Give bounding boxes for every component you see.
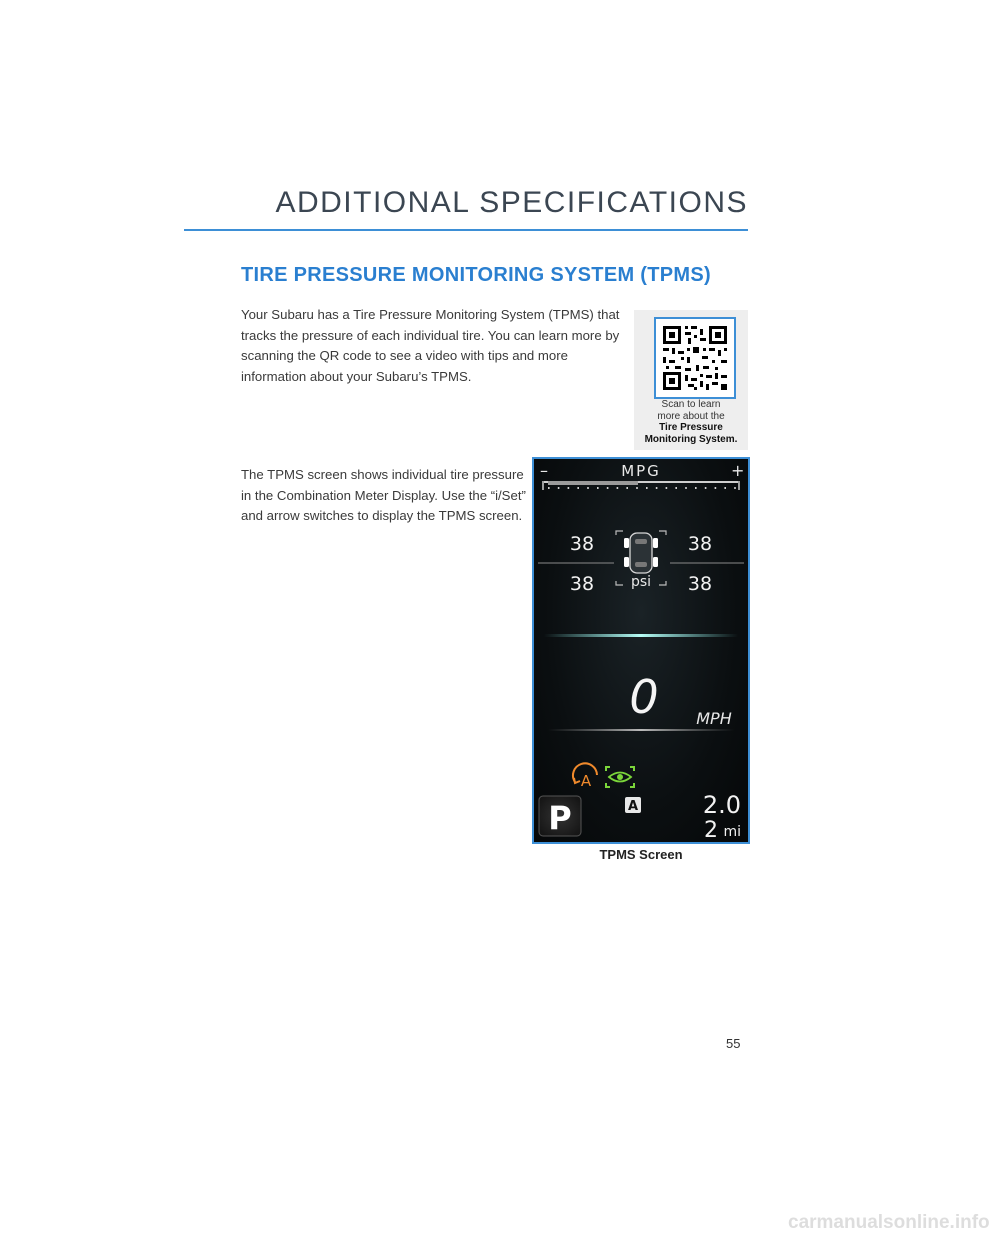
mpg-minus: – bbox=[540, 461, 548, 480]
mpg-tick bbox=[548, 487, 550, 489]
page-number: 55 bbox=[726, 1036, 741, 1051]
tire-front-right: 38 bbox=[687, 533, 713, 555]
mpg-tick bbox=[695, 487, 697, 489]
qr-caption-line1: Scan to learn bbox=[661, 399, 721, 410]
mpg-tick bbox=[705, 487, 707, 489]
qr-code-frame[interactable] bbox=[654, 317, 736, 399]
qr-caption bbox=[634, 399, 748, 445]
watermark: carmanualsonline.info bbox=[788, 1212, 990, 1233]
glow-divider bbox=[544, 634, 738, 637]
mpg-tick bbox=[724, 487, 726, 489]
mpg-plus: + bbox=[731, 461, 745, 480]
mpg-tick bbox=[568, 487, 570, 489]
mpg-tick bbox=[715, 487, 717, 489]
mpg-tick bbox=[617, 487, 619, 489]
figure-caption: TPMS Screen bbox=[599, 847, 683, 862]
section-header: ADDITIONAL SPECIFICATIONS bbox=[275, 186, 748, 219]
speed-divider bbox=[548, 729, 734, 731]
mpg-tick bbox=[587, 487, 589, 489]
qr-code-icon[interactable] bbox=[661, 324, 729, 392]
auto-start-stop-icon bbox=[573, 763, 597, 790]
tire-front-left: 38 bbox=[569, 533, 595, 555]
combination-meter-display bbox=[532, 457, 750, 844]
qr-caption-bold1: Tire Pressure bbox=[659, 422, 723, 433]
tpms-unit-label: psi bbox=[630, 574, 652, 590]
meter-display-graphic bbox=[534, 459, 748, 842]
tire-rear-left: 38 bbox=[569, 573, 595, 595]
qr-caption-line2: more about the bbox=[657, 410, 725, 422]
mpg-tick bbox=[685, 487, 687, 489]
mpg-tick bbox=[597, 487, 599, 489]
auto-hold-letter: A bbox=[627, 799, 639, 814]
qr-panel bbox=[634, 310, 748, 450]
trip-value: 2.0 bbox=[702, 791, 741, 819]
header-rule bbox=[184, 229, 748, 231]
speed-value: 0 bbox=[629, 670, 659, 724]
intro-paragraph: Your Subaru has a Tire Pressure Monitoring System (TPMS) that tracks the pressure of each individual tire. You can learn more by scanning the QR code to see a video with tips and more information about your Subaru’s TPMS. bbox=[241, 307, 620, 384]
mpg-scale-ticks bbox=[548, 487, 736, 489]
mpg-tick bbox=[734, 487, 736, 489]
gear-indicator: P bbox=[548, 799, 572, 837]
auto-start-stop-letter: A bbox=[580, 772, 592, 790]
page-title: TIRE PRESSURE MONITORING SYSTEM (TPMS) bbox=[241, 264, 711, 286]
mpg-tick bbox=[577, 487, 579, 489]
mpg-tick bbox=[626, 487, 628, 489]
tpms-screen-paragraph: The TPMS screen shows individual tire pressure in the Combination Meter Display. Use the “i/Set” and arrow switches to display the TPMS screen. bbox=[241, 467, 526, 523]
mpg-bar-fill bbox=[548, 481, 638, 485]
mpg-tick bbox=[675, 487, 677, 489]
mpg-tick bbox=[666, 487, 668, 489]
mpg-tick bbox=[607, 487, 609, 489]
tire-rear-right: 38 bbox=[687, 573, 713, 595]
qr-caption-bold2: Monitoring System. bbox=[644, 433, 738, 445]
trip-small-value: 2 bbox=[704, 818, 718, 843]
mpg-tick bbox=[558, 487, 560, 489]
mpg-tick bbox=[646, 487, 648, 489]
mpg-tick bbox=[656, 487, 658, 489]
trip-unit: mi bbox=[723, 824, 741, 840]
speed-unit: MPH bbox=[696, 709, 732, 728]
mpg-label: MPG bbox=[621, 462, 661, 480]
driver-monitoring-icon bbox=[606, 767, 634, 787]
mpg-tick bbox=[636, 487, 638, 489]
